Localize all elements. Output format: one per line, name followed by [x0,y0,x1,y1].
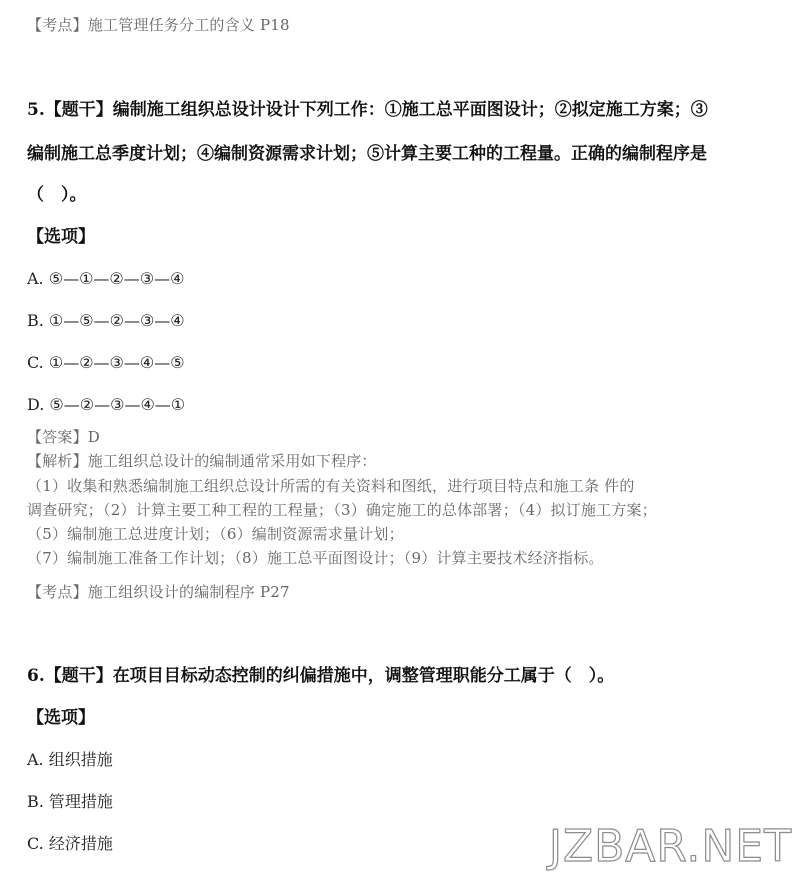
q5-stem-line-3: （ ）。 [27,185,87,205]
q5-answer: 【答案】D [27,428,101,446]
q5-option-b: B. ①—⑤—②—③—④ [27,311,185,330]
q6-options-header: 【选项】 [27,708,95,728]
q5-option-d: D. ⑤—②—③—④—① [27,395,186,414]
q5-option-a: A. ⑤—①—②—③—④ [27,269,185,288]
q5-analysis-line-1: 【解析】施工组织总设计的编制通常采用如下程序： [27,452,377,470]
q6-option-c: C. 经济措施 [27,834,113,853]
q5-option-c: C. ①—②—③—④—⑤ [27,353,185,372]
q5-analysis-line-5: （7）编制施工准备工作计划；（8）施工总平面图设计；（9）计算主要技术经济指标。 [27,549,604,567]
q5-analysis-line-4: （5）编制施工总进度计划；（6）编制资源需求量计划； [27,525,404,543]
q5-analysis-line-3: 调查研究；（2）计算主要工种工程的工程量；（3）确定施工的总体部署；（4）拟订施工方案； [27,501,657,519]
q5-options-header: 【选项】 [27,227,95,247]
q4-kaodian: 【考点】施工管理任务分工的含义 P18 [27,16,290,34]
q5-stem-line-2: 编制施工总季度计划；④编制资源需求计划；⑤计算主要工种的工程量。正确的编制程序是 [27,144,707,164]
q6-option-b: B. 管理措施 [27,792,113,811]
watermark-logo: JZBAR.NET [549,821,792,872]
q5-analysis-line-2: （1）收集和熟悉编制施工组织总设计所需的有关资料和图纸，进行项目特点和施工条 件的 [27,477,635,495]
q5-stem-line-1: 5.【题干】编制施工组织总设计设计下列工作：①施工总平面图设计；②拟定施工方案；③ [27,100,708,120]
q6-option-a: A. 组织措施 [27,750,113,769]
q6-stem: 6.【题干】在项目目标动态控制的纠偏措施中，调整管理职能分工属于（ ）。 [27,666,615,686]
q5-kaodian: 【考点】施工组织设计的编制程序 P27 [27,583,290,601]
